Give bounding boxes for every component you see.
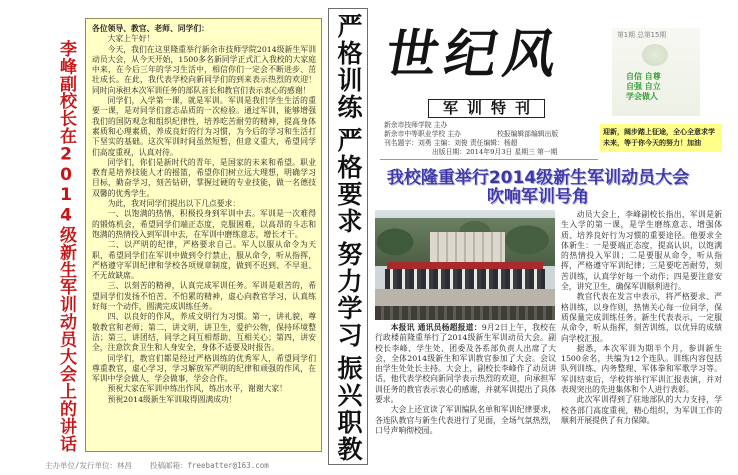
footer-publisher: 主办单位/发行单位：林昌 [45, 461, 133, 470]
article-lead: 本报讯 通讯员杨超报道： [390, 323, 482, 332]
speech-paragraph: 大家上午好！ [107, 34, 155, 44]
speech-paragraph: 三、以刻苦的精神，认真完成军训任务。军训是艰苦的，希望同学们发扬不怕苦、不怕累的精神，虚心向教官学习，认真练好每一个动作，圆满完成训练任务。 [92, 281, 316, 312]
publication-date: 出版日期：2014年9月3日 星期三 第一期 [432, 148, 558, 156]
article-paragraph [375, 323, 556, 405]
masthead-divider [380, 159, 598, 160]
staff-credits: 刊名题字：刘勇 主编：刘俊 责任编辑：杨超 [384, 139, 518, 147]
article-paragraph: 大会上还宣读了军训编队名单和军训纪律要求，各连队教官与新生代表进行了见面，全场气氛热烈，口号声响彻校园。 [375, 405, 556, 435]
speech-paragraph: 一、以饱满的热情，积极投身到军训中去。军训是一次难得的锻炼机会，希望同学们端正态度，克服困难，以高昂的斗志和饱满的热情投入到军训中去，在军训中磨练意志，增长才干。 [92, 209, 316, 239]
article-paragraph: 教官代表在发言中表示，将严格要求、严格训练，以身作则，热情关心每一位同学，保质保量完成训练任务。新生代表表示，一定服从命令，听从指挥，刻苦训练，以优异的成绩向学校汇报。 [561, 292, 722, 343]
speech-paragraph: 同学们，入学第一课，就是军训。军训是我们学生生活的重要一课，是对同学们意志品质的一次检验。通过军训，能够增强我们的国防观念和组织纪律性，培养吃苦耐劳的精神，提高身体素质和心理素质，养成良好的行为习惯，为今后的学习和生活打下坚实的基础。这次军训时间虽然短暂，但意义重大，希望同学们高度重视，认真对待。 [92, 96, 316, 157]
slogan-phrase: 严格要求 [334, 127, 363, 235]
slogan-phrase: 努力学习 [334, 241, 363, 349]
masthead-title: 世纪风 [380, 24, 569, 85]
article-paragraph: 此次军训得到了驻地部队的大力支持，学校各部门高度重视，精心组织，为军训工作的顺利开展提供了有力保障。 [561, 395, 722, 425]
article-column-2 [561, 210, 722, 453]
speech-paragraph: 二、以严明的纪律，严格要求自己。军人以服从命令为天职，希望同学们在军训中做到令行禁止，服从命令，听从指挥，严格遵守军训纪律和学校各项规章制度，做到不迟到、不早退、不无故缺席。 [92, 240, 316, 281]
masthead-emblem-panel [612, 28, 700, 116]
motto-line: 自强 自立 [626, 82, 661, 91]
article-paragraph: 据悉，本次军训为期半个月，参训新生1500余名，共编为12个连队。训练内容包括队列训练、内务整理、军体拳和军歌学习等。军训结束后，学校将举行军训汇报表演，并对表现突出的先进集体和个人进行表彰。 [561, 343, 722, 395]
slogan-phrase: 振兴职教 [334, 355, 363, 463]
issue-number: 第1期 总第15期 [617, 31, 667, 39]
slogan-phrase: 严格训练 [334, 13, 363, 121]
speech-paragraph: 四、以良好的作风，养成文明行为习惯。第一，讲礼貌，尊敬教官和老师；第二，讲文明，讲卫生，爱护公物，保持环境整洁；第三，讲团结，同学之间互相帮助、互相关心；第四，讲安全，注意饮食卫生和人身安全，身体不适要及时报告。 [92, 312, 316, 353]
article-column-1 [375, 323, 556, 453]
photo-crowd [375, 306, 555, 320]
speech-salutation: 各位领导、教官、老师、同学们： [92, 24, 209, 33]
motto [626, 72, 661, 102]
welcome-banner [600, 124, 722, 152]
photo-stage-people [385, 269, 545, 289]
banner-line: 迎新，阔步踏上征途，全心全意求学 [603, 128, 715, 136]
speech-paragraph: 同学们，教官们都是经过严格训练的优秀军人，希望同学们尊重教官，虚心学习，学习解放军严明的纪律和顽强的作风，在军训中学会做人，学会做事，学会合作。 [92, 353, 316, 384]
article-paragraph: 动员大会上，李峰副校长指出，军训是新生入学的第一课，是学生磨练意志、增强体质、培养良好行为习惯的重要途径。他要求全体新生：一是要端正态度，提高认识，以饱满的热情投入军训；二是要服从命令，听从指挥，严格遵守军训纪律；三是要吃苦耐劳，刻苦训练，认真学好每一个动作；四是要注意安全，讲究卫生，确保军训顺利进行。 [561, 210, 722, 292]
motto-line: 自信 自尊 [626, 72, 661, 81]
side-title: 李峰副校长在2014级新生军训动员大会上的讲话 [56, 40, 76, 453]
speech-box [85, 18, 322, 452]
slogan-box [328, 8, 368, 465]
banner-line: 未来，等于你今天的努力！加油 [603, 139, 701, 147]
school-emblem-icon [642, 44, 668, 66]
speech-paragraph: 同学们，你们是新时代的青年，是国家的未来和希望。职业教育是培养技能人才的摇篮，希望你们树立远大理想，明确学习目标，勤奋学习，刻苦钻研，掌握过硬的专业技能，做一名德技双馨的优秀学生。 [92, 157, 316, 198]
sponsor-2: 新余市中等职业学校 主办 [384, 130, 461, 138]
speech-paragraph: 为此，我对同学们提出以下几点要求： [107, 199, 241, 209]
event-photo [375, 210, 555, 320]
editor-credit: 校报编辑部编辑出版 [497, 130, 559, 138]
speech-paragraph: 预祝大家在军训中练出作风，练出水平，谢谢大家！ [107, 384, 287, 394]
speech-paragraph: 今天，我们在这里隆重举行新余市技师学院2014级新生军训动员大会，从今天开始，1500多名新同学正式汇入我校的大家庭中来，在今后三年的学习生活中，相信你们一定会不断进步、茁壮成长。在此，我代表学校向新同学们的到来表示热烈的欢迎！同时向承担本次军训任务的部队首长和教官们表示衷心的感谢！ [92, 44, 316, 95]
article-text: 9月2日上午，我校在行政楼前隆重举行了2014级新生军训动员大会。副校长李峰、学生处、团委及各系部负责人出席了大会，全体2014级新生和军训教官参加了大会。会议由学生处处长主持。大会上，副校长李峰作了动员讲话，他代表学校向新同学表示热烈的欢迎，向承担军训任务的教官表示衷心的感谢，并就军训提出了具体要求。 [375, 323, 556, 405]
headline [383, 169, 693, 207]
footer-email: 投稿邮箱：freebatter@163.com [150, 461, 269, 470]
special-edition-label: 军训特刊 [428, 99, 545, 118]
headline-line-1: 我校隆重举行2014级新生军训动员大会 [386, 168, 690, 188]
photo-building [430, 232, 505, 263]
motto-line: 学会做人 [626, 92, 658, 101]
speech-paragraph: 预祝2014级新生军训取得圆满成功！ [107, 394, 237, 404]
headline-line-2: 吹响军训号角 [487, 187, 589, 207]
sponsor-1: 新余市技师学院 主办 [384, 121, 448, 129]
